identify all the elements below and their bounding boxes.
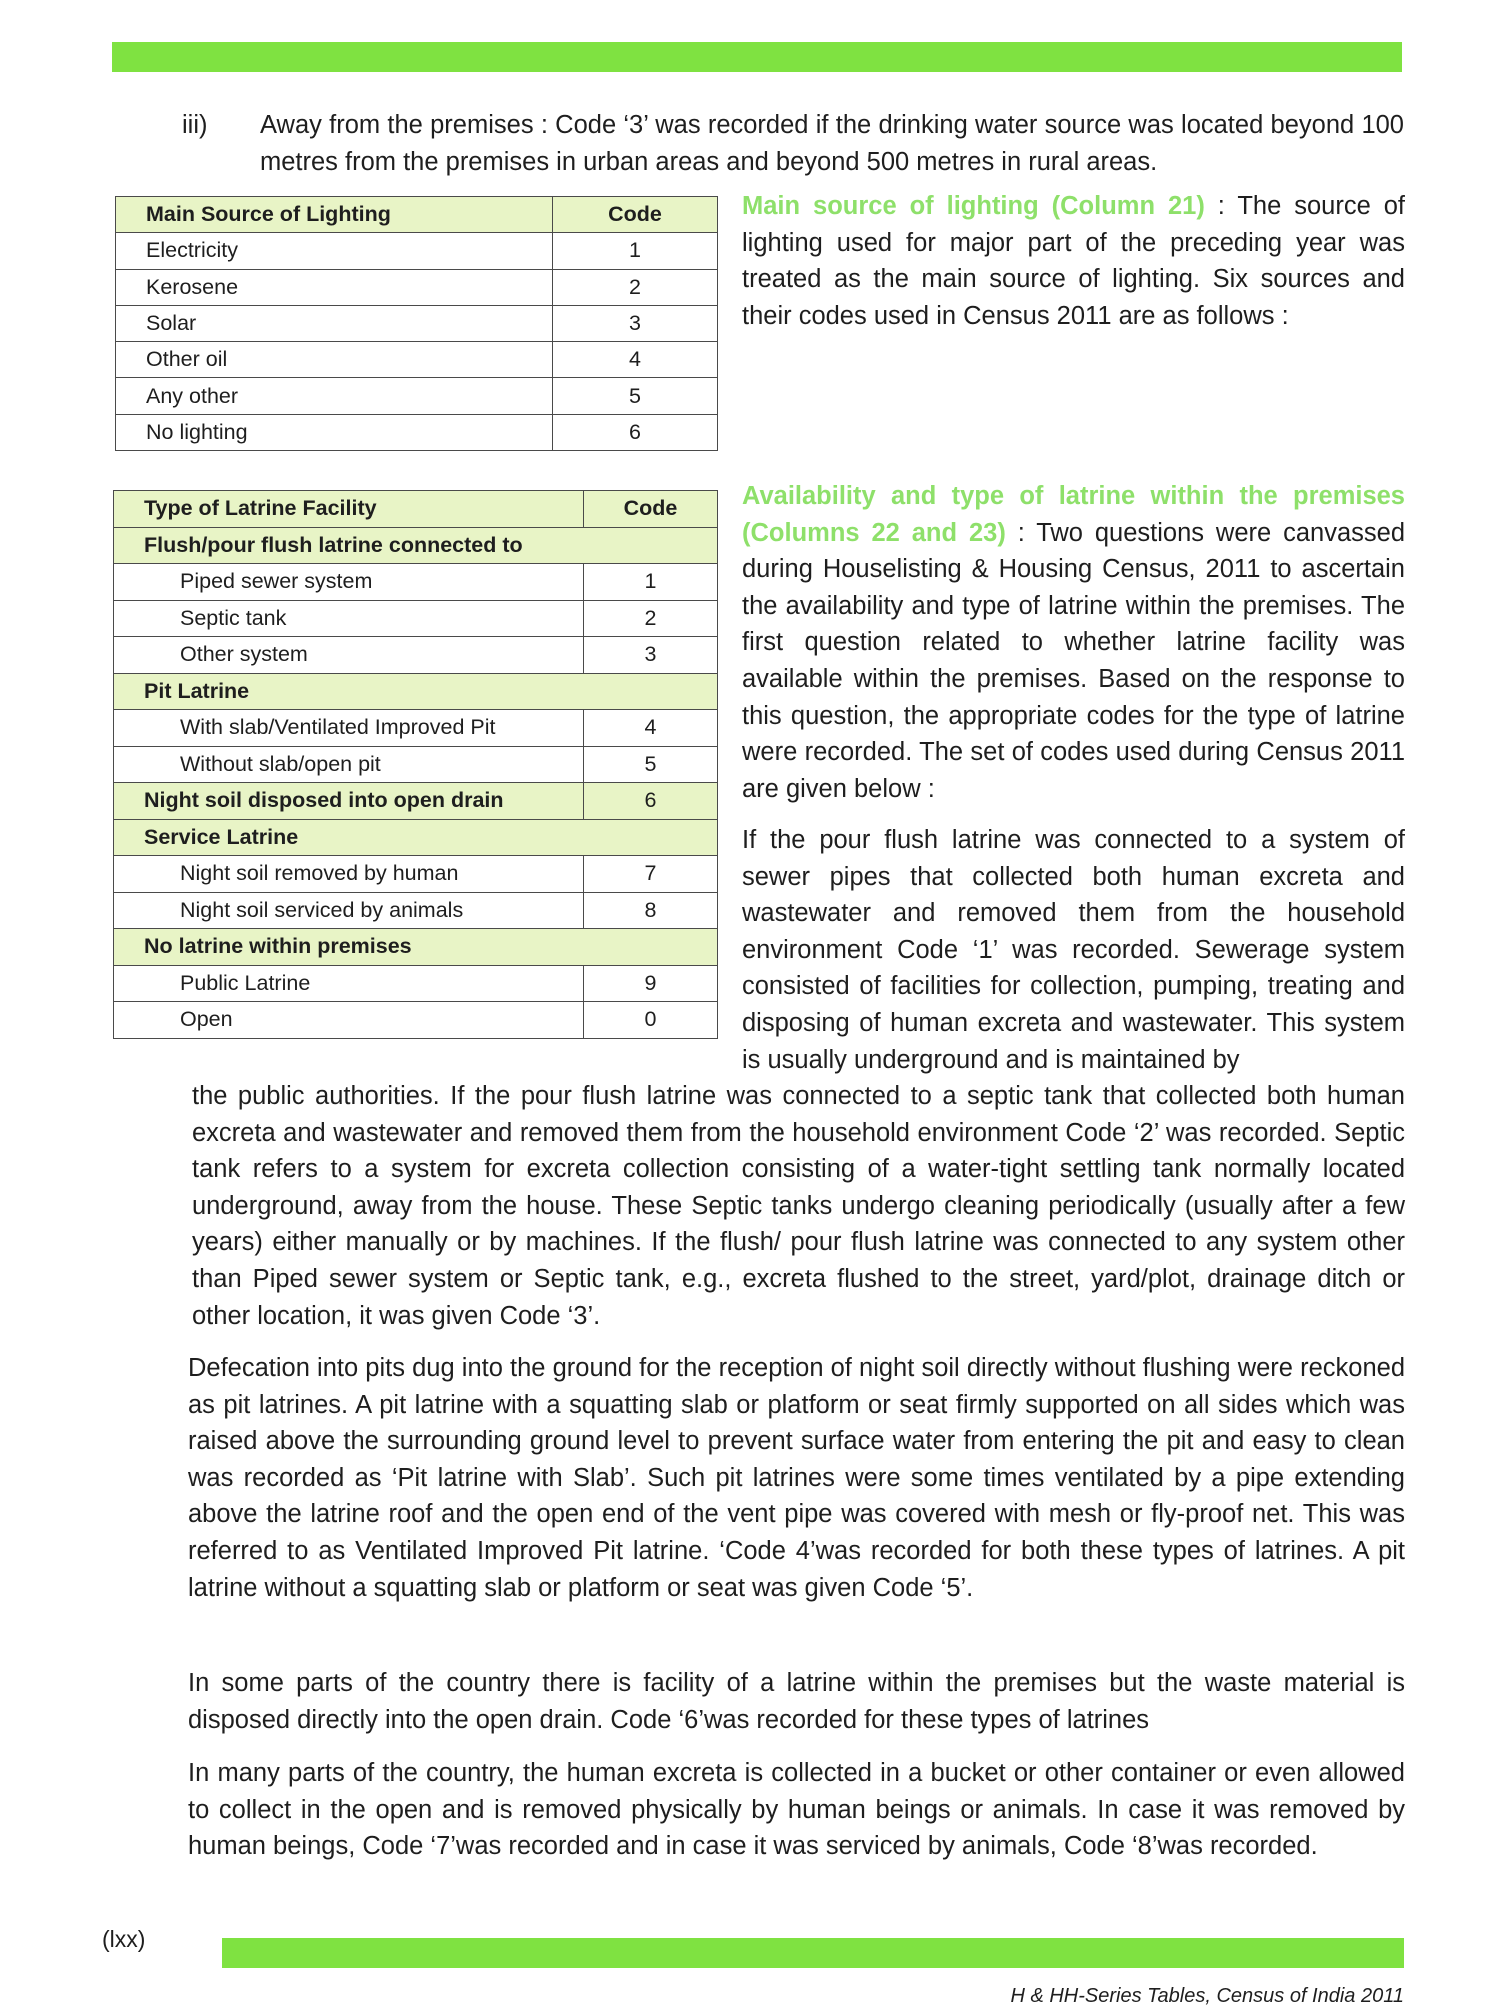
row-code: 4 bbox=[553, 342, 718, 378]
row-code: 7 bbox=[584, 856, 718, 893]
table-row bbox=[116, 305, 718, 341]
row-code: 6 bbox=[553, 414, 718, 450]
service-latrine-paragraph: In many parts of the country, the human excreta is collected in a bucket or other container or even allowed to collect in the open and is removed physically by human beings or animals. In case it was removed by human beings, Code ‘7’was recorded and in case it was serviced by animals, Code ‘8’was recorded. bbox=[188, 1759, 1405, 1861]
section-body: : The source of lighting used for major part of the preceding year was treated as the main source of lighting. Six sources and their codes used in Census 2011 are as follows : bbox=[742, 192, 1405, 330]
item-iii-text: Away from the premises : Code ‘3’ was recorded if the drinking water source was located beyond 100 metres from the premises in urban areas and beyond 500 metres in rural areas. bbox=[260, 111, 1404, 176]
table-row bbox=[114, 564, 718, 601]
table-row bbox=[114, 746, 718, 783]
column-header-label: Type of Latrine Facility bbox=[114, 491, 584, 528]
row-code: 1 bbox=[584, 564, 718, 601]
row-label: Other system bbox=[114, 637, 584, 674]
row-label: Kerosene bbox=[116, 269, 553, 305]
latrine-section-text bbox=[742, 478, 1405, 807]
row-code: 3 bbox=[584, 637, 718, 674]
row-label: Solar bbox=[116, 305, 553, 341]
row-code: 6 bbox=[584, 783, 718, 820]
row-label: Septic tank bbox=[114, 600, 584, 637]
flush-paragraph-part-1: If the pour flush latrine was connected to a system of sewer pipes that collected both human excreta and wastewater and removed them from the household environment Code ‘1’ was recorded. Sewerage system consisted of facilities for collection, pumping, treating and disposing of human excreta and wastewater. This system is usually underground and is maintained by bbox=[742, 826, 1405, 1074]
table-row bbox=[114, 710, 718, 747]
row-label: Night soil serviced by animals bbox=[114, 892, 584, 929]
row-label: Without slab/open pit bbox=[114, 746, 584, 783]
row-code: 5 bbox=[584, 746, 718, 783]
table-row bbox=[116, 342, 718, 378]
group-row bbox=[114, 673, 718, 710]
column-header-code: Code bbox=[584, 491, 718, 528]
table-row bbox=[116, 378, 718, 414]
row-code: 5 bbox=[553, 378, 718, 414]
table-row bbox=[114, 600, 718, 637]
pit-latrine-paragraph: Defecation into pits dug into the ground for the reception of night soil directly without flushing were reckoned as pit latrines. A pit latrine with a squatting slab or platform or seat firmly supported on all sides which was raised above the surrounding ground level to prevent surface water from entering the pit and easy to clean was recorded as ‘Pit latrine with Slab’. Such pit latrines were some times ventilated by a pipe extending above the latrine roof and the open end of the vent pipe was covered with mesh or fly-proof net. This was referred to as Ventilated Improved Pit latrine. ‘Code 4’was recorded for both these types of latrines. A pit latrine without a squatting slab or platform or seat was given Code ‘5’. bbox=[188, 1354, 1405, 1602]
row-code: 3 bbox=[553, 305, 718, 341]
row-label: With slab/Ventilated Improved Pit bbox=[114, 710, 584, 747]
group-label: Pit Latrine bbox=[114, 673, 718, 710]
row-label: Open bbox=[114, 1002, 584, 1039]
section-body: : Two questions were canvassed during Houselisting & Housing Census, 2011 to ascertain the availability and type of latrine within the premises. The first question related to whether latrine facility was available within the premises. Based on the response to this question, the appropriate codes for the type of latrine were recorded. The set of codes used during Census 2011 are given below : bbox=[742, 518, 1405, 803]
header-bar bbox=[112, 42, 1402, 72]
group-row bbox=[114, 819, 718, 856]
row-code: 8 bbox=[584, 892, 718, 929]
table-header-row bbox=[114, 491, 718, 528]
table-row bbox=[114, 856, 718, 893]
group-label: Service Latrine bbox=[114, 819, 718, 856]
row-label: Any other bbox=[116, 378, 553, 414]
row-label: Electricity bbox=[116, 233, 553, 269]
group-label: No latrine within premises bbox=[114, 929, 718, 966]
row-label: Public Latrine bbox=[114, 965, 584, 1002]
row-label: Night soil disposed into open drain bbox=[114, 783, 584, 820]
latrine-code-table bbox=[113, 490, 718, 1039]
column-header-code: Code bbox=[553, 197, 718, 233]
table-row bbox=[116, 233, 718, 269]
row-label: Night soil removed by human bbox=[114, 856, 584, 893]
column-header-label: Main Source of Lighting bbox=[116, 197, 553, 233]
list-item-number: iii) bbox=[182, 111, 208, 139]
lighting-section-text bbox=[742, 188, 1405, 334]
group-row bbox=[114, 929, 718, 966]
open-drain-paragraph: In some parts of the country there is facility of a latrine within the premises but the waste material is disposed directly into the open drain. Code ‘6’was recorded for these types of latrines bbox=[188, 1669, 1405, 1734]
page-number: (lxx) bbox=[102, 1926, 146, 1952]
lighting-code-table bbox=[115, 196, 718, 451]
table-row bbox=[114, 637, 718, 674]
group-row bbox=[114, 783, 718, 820]
row-code: 0 bbox=[584, 1002, 718, 1039]
footer-series-title: H & HH-Series Tables, Census of India 2011 bbox=[1010, 1985, 1404, 2007]
row-label: No lighting bbox=[116, 414, 553, 450]
row-code: 4 bbox=[584, 710, 718, 747]
row-code: 2 bbox=[584, 600, 718, 637]
row-code: 1 bbox=[553, 233, 718, 269]
table-row bbox=[114, 1002, 718, 1039]
table-row bbox=[116, 414, 718, 450]
group-label: Flush/pour flush latrine connected to bbox=[114, 527, 718, 564]
row-code: 2 bbox=[553, 269, 718, 305]
table-row bbox=[116, 269, 718, 305]
table-row bbox=[114, 892, 718, 929]
flush-paragraph-part-2: the public authorities. If the pour flush latrine was connected to a septic tank that collected both human excreta and wastewater and removed them from the household environment Code ‘2’ was recorded. Septic tank refers to a system for excreta collection consisting of a water-tight settling tank normally located underground, away from the house. These Septic tanks undergo cleaning periodically (usually after a few years) either manually or by machines. If the flush/ pour flush latrine was connected to any system other than Piped sewer system or Septic tank, e.g., excreta flushed to the street, yard/plot, drainage ditch or other location, it was given Code ‘3’. bbox=[192, 1082, 1405, 1330]
footer-bar bbox=[222, 1938, 1404, 1968]
row-label: Other oil bbox=[116, 342, 553, 378]
section-heading: Availability and type of latrine within the premises (Columns 22 and 23) bbox=[742, 482, 1405, 547]
group-row bbox=[114, 527, 718, 564]
row-code: 9 bbox=[584, 965, 718, 1002]
table-row bbox=[114, 965, 718, 1002]
row-label: Piped sewer system bbox=[114, 564, 584, 601]
table-header-row bbox=[116, 197, 718, 233]
section-heading: Main source of lighting (Column 21) bbox=[742, 192, 1205, 220]
